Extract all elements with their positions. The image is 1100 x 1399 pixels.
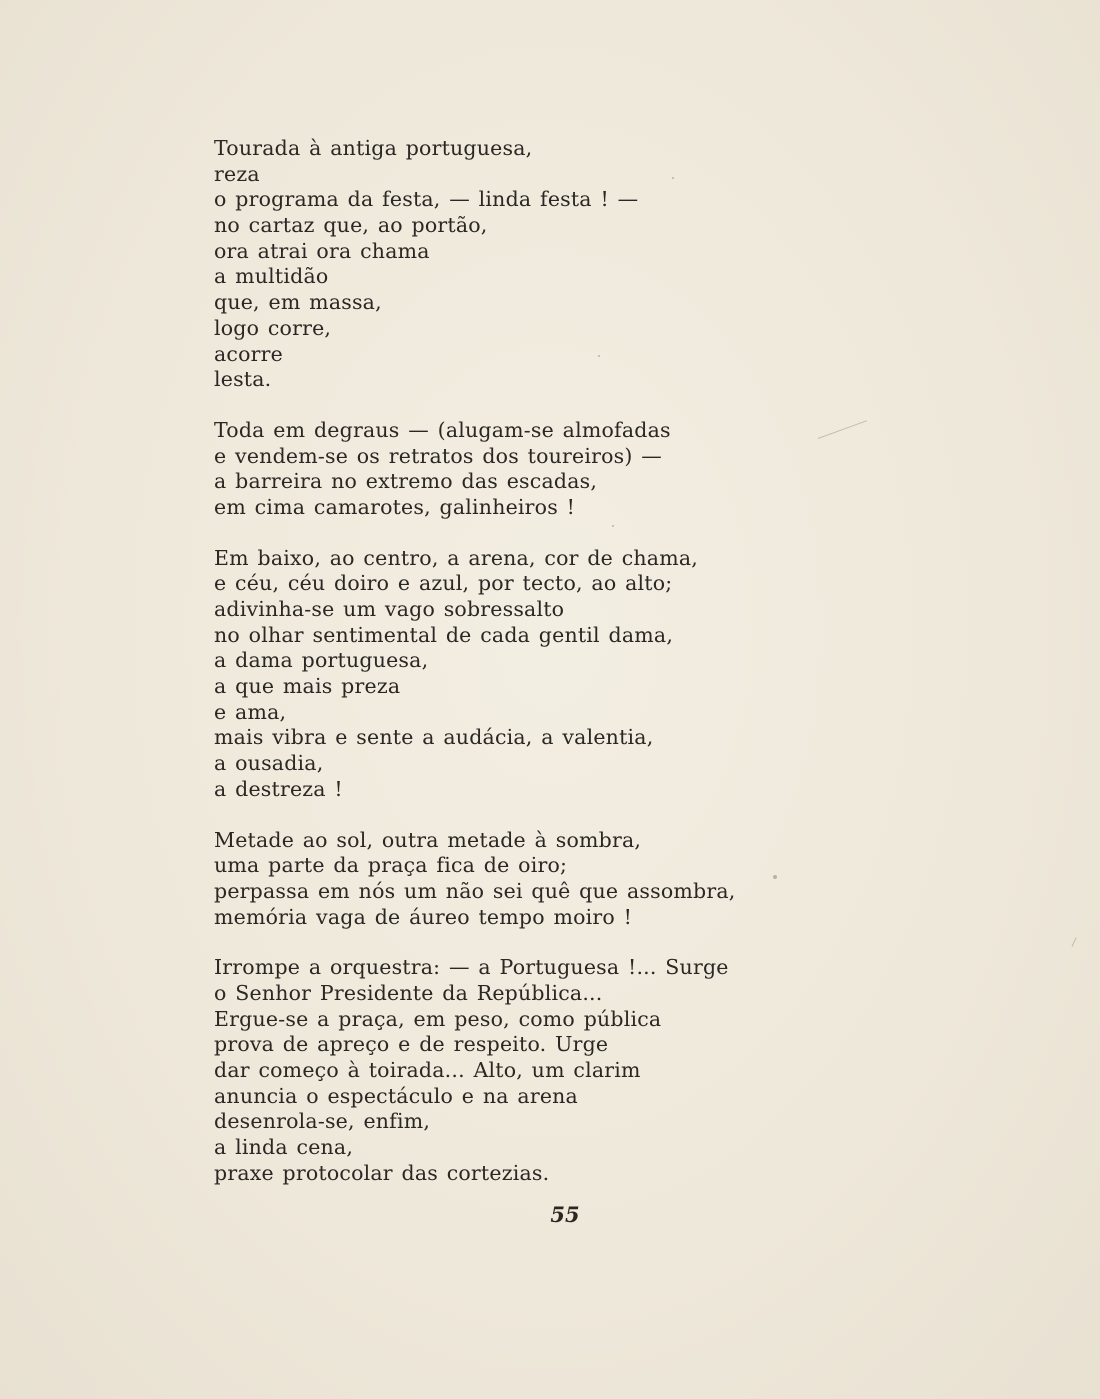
poem-line: no cartaz que, ao portão, <box>214 213 488 238</box>
paper-scratch <box>818 420 867 439</box>
poem-line: memória vaga de áureo tempo moiro ! <box>214 904 633 929</box>
poem-line: a barreira no extremo das escadas, <box>214 469 598 494</box>
poem-line: ora atrai ora chama <box>214 238 430 263</box>
paper-speck <box>612 525 614 527</box>
paper-speck <box>773 875 777 879</box>
paper-speck <box>598 355 600 357</box>
poem-line: Toda em degraus — (alugam-se almofadas <box>214 417 671 442</box>
stanza <box>214 136 774 393</box>
poem-line: no olhar sentimental de cada gentil dama, <box>214 622 674 647</box>
paper-speck <box>672 177 674 179</box>
stanza <box>214 828 774 931</box>
poem-line: uma parte da praça fica de oiro; <box>214 853 568 878</box>
poem-line: mais vibra e sente a audácia, a valentia, <box>214 725 654 750</box>
poem-line: acorre <box>214 341 283 366</box>
poem-line: a ousadia, <box>214 751 324 776</box>
poem-line: perpassa em nós um não sei quê que assombra, <box>214 878 736 903</box>
poem-line: prova de apreço e de respeito. Urge <box>214 1032 609 1057</box>
poem-line: Metade ao sol, outra metade à sombra, <box>214 827 642 852</box>
poem-line: Tourada à antiga portuguesa, <box>214 136 533 160</box>
poem-line: e céu, céu doiro e azul, por tecto, ao alto; <box>214 571 673 596</box>
poem-line: logo corre, <box>214 315 332 340</box>
paper-scratch <box>1072 937 1077 946</box>
poem-line: desenrola-se, enfim, <box>214 1109 431 1134</box>
page-number: 55 <box>550 1202 580 1227</box>
poem-line: e vendem-se os retratos dos toureiros) — <box>214 443 662 468</box>
poem-line: dar começo à toirada... Alto, um clarim <box>214 1058 641 1082</box>
stanza <box>214 955 774 1186</box>
poem-line: o programa da festa, — linda festa ! — <box>214 187 639 212</box>
poem-line: em cima camarotes, galinheiros ! <box>214 494 576 519</box>
stanza <box>214 546 774 803</box>
poem-line: e ama, <box>214 699 287 724</box>
poem-line: reza <box>214 161 260 186</box>
poem-line: o Senhor Presidente da República... <box>214 980 603 1005</box>
poem-body <box>214 136 774 1186</box>
stanza <box>214 418 774 521</box>
poem-line: adivinha-se um vago sobressalto <box>214 597 565 621</box>
poem-line: Ergue-se a praça, em peso, como pública <box>214 1006 662 1031</box>
poem-line: Em baixo, ao centro, a arena, cor de chama, <box>214 545 699 570</box>
poem-line: Irrompe a orquestra: — a Portuguesa !... Surge <box>214 955 729 980</box>
poem-line: a destreza ! <box>214 776 343 801</box>
poem-line: lesta. <box>214 367 272 392</box>
poem-line: praxe protocolar das cortezias. <box>214 1160 550 1185</box>
poem-line: a que mais preza <box>214 674 401 699</box>
poem-line: anuncia o espectáculo e na arena <box>214 1083 578 1108</box>
poem-line: a linda cena, <box>214 1135 354 1160</box>
poem-line: a dama portuguesa, <box>214 648 429 673</box>
poem-line: que, em massa, <box>214 290 382 315</box>
poem-line: a multidão <box>214 264 329 289</box>
